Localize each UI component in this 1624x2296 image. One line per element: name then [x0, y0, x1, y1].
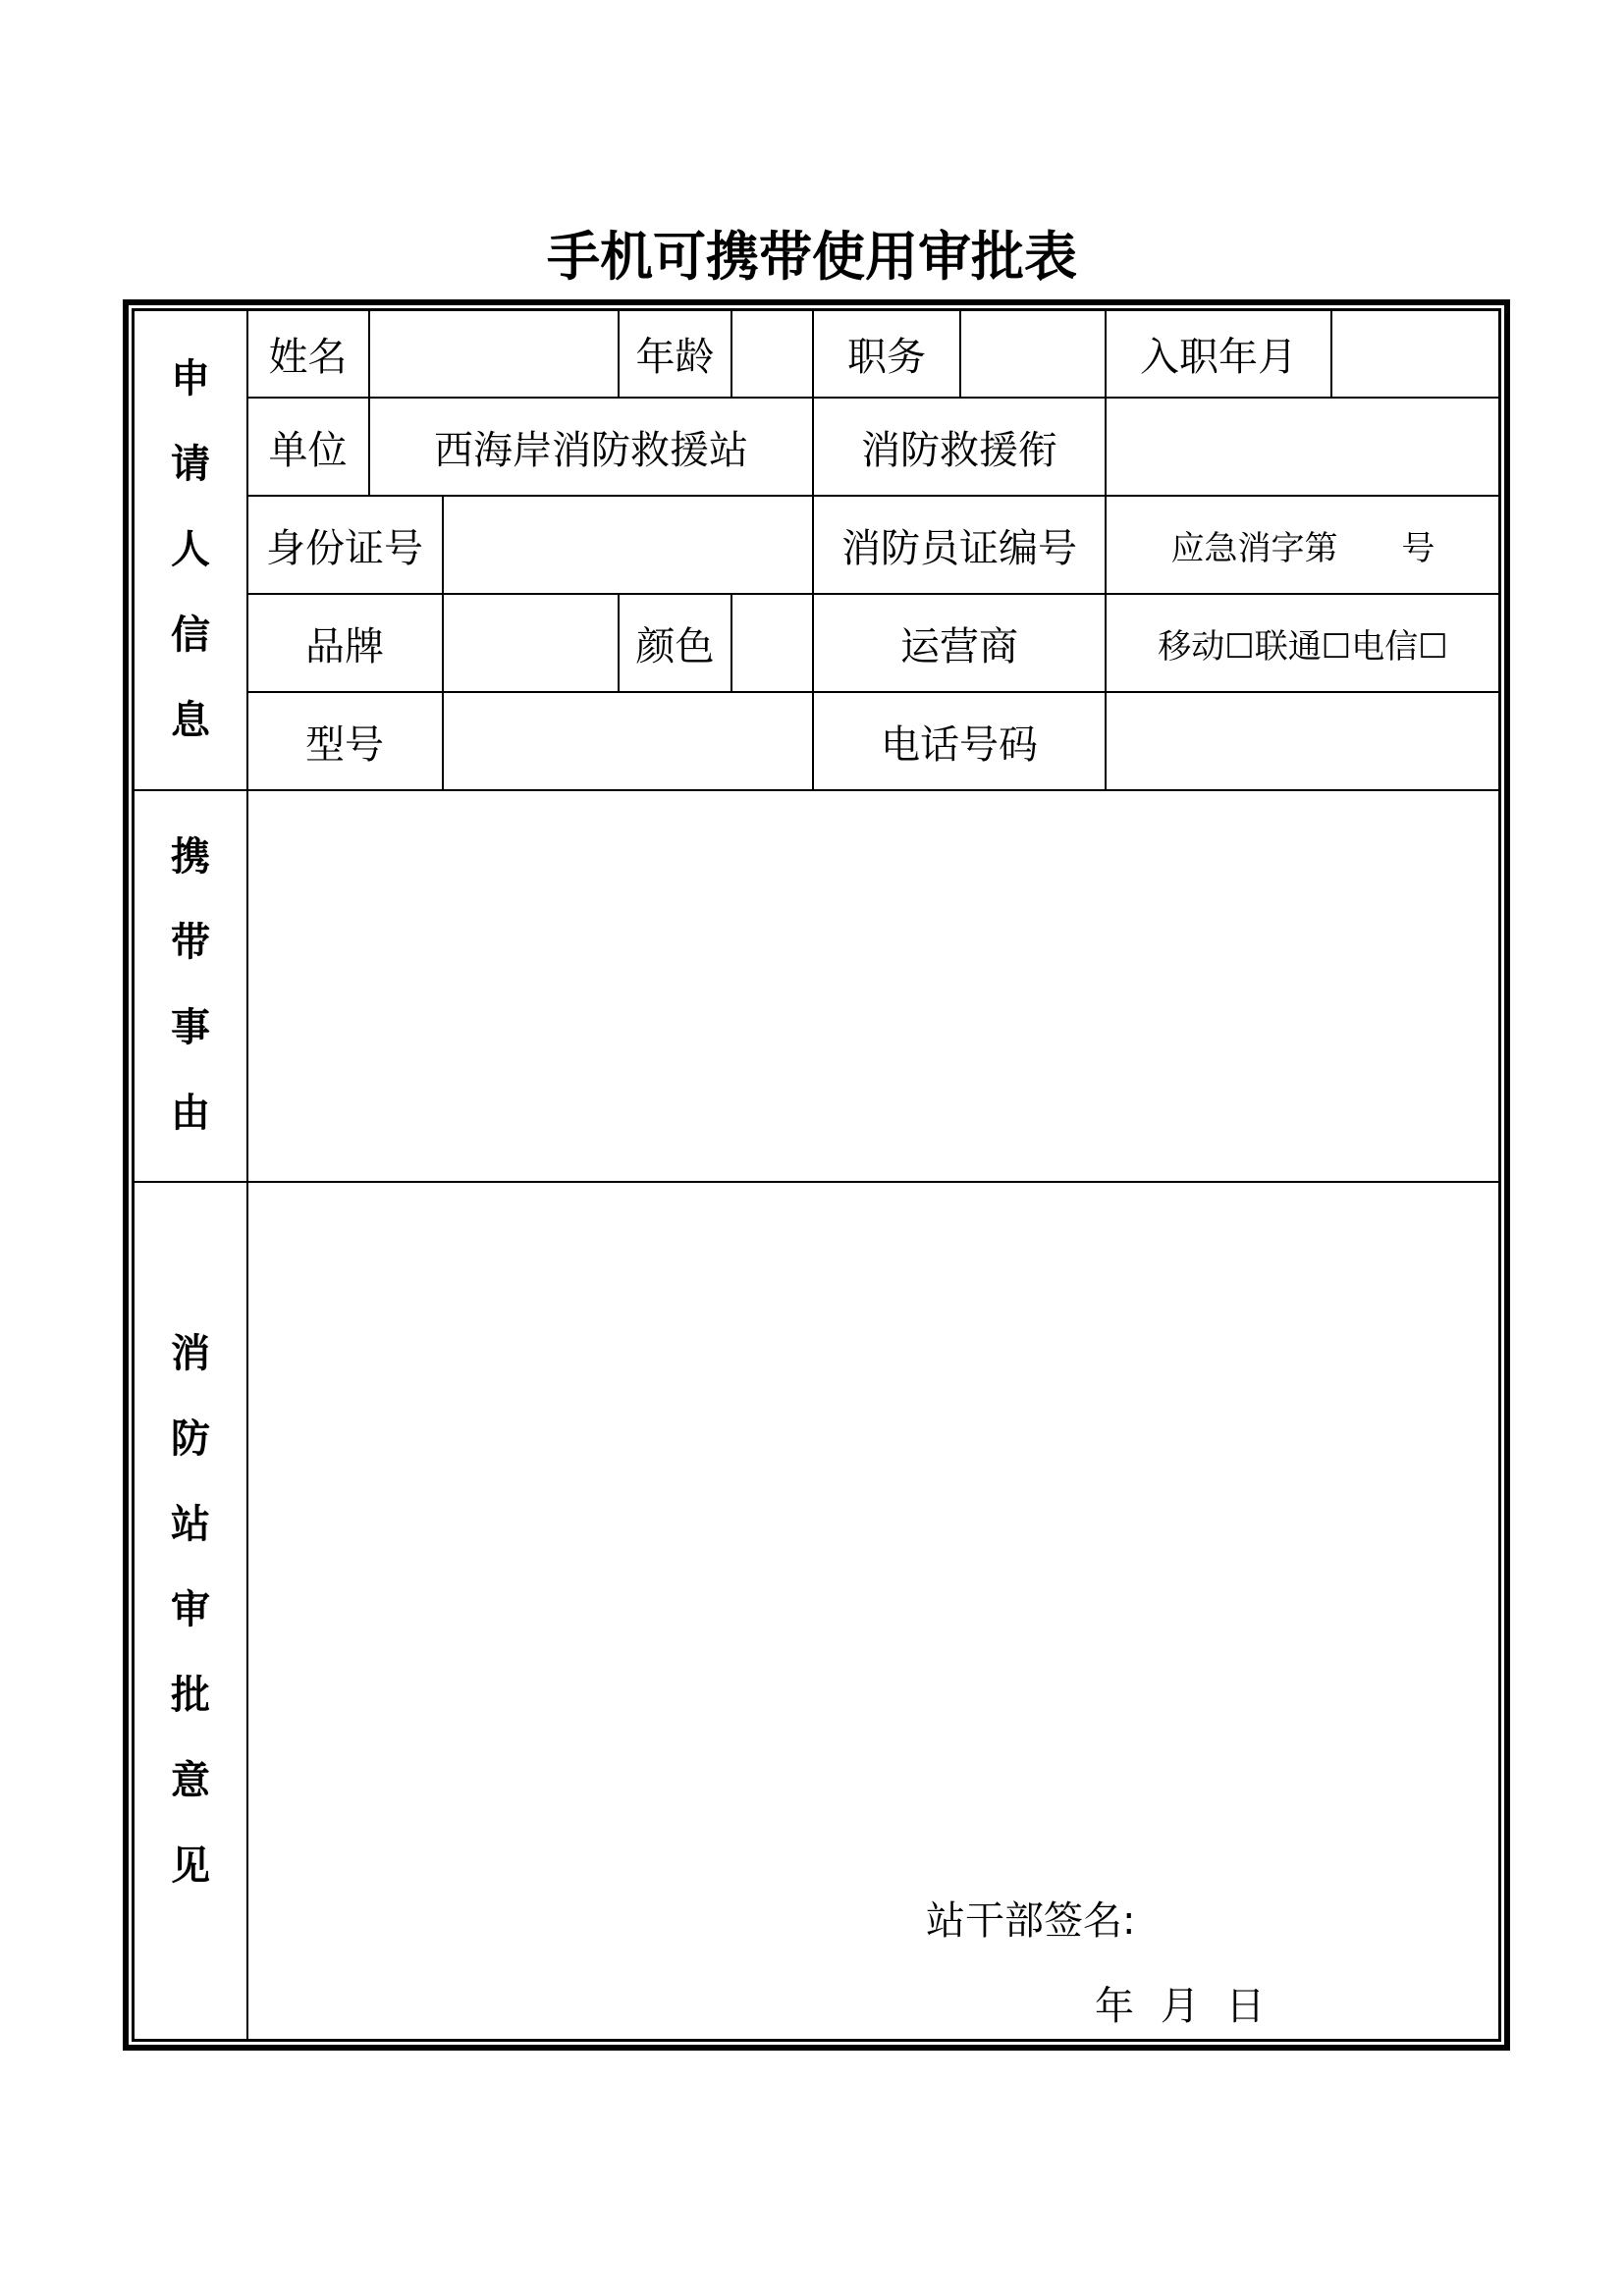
cert-number-label: 消防员证编号 [841, 525, 1077, 571]
hire-date-label: 入职年月 [1140, 335, 1297, 380]
hire-date-field[interactable] [1332, 311, 1499, 397]
name-field[interactable] [370, 311, 618, 397]
section-applicant-info: 申 请 人 信 息 [171, 356, 210, 743]
model-label: 型号 [305, 721, 384, 768]
phone-label: 电话号码 [881, 721, 1038, 768]
name-label: 姓名 [268, 335, 348, 380]
id-number-label: 身份证号 [266, 525, 423, 571]
approval-field[interactable] [248, 1183, 1499, 1870]
phone-field[interactable] [1107, 693, 1499, 789]
date-line: 年 月 日 [1095, 1984, 1266, 2029]
id-number-field[interactable] [444, 497, 812, 593]
section-approval: 消 防 站 审 批 意 见 [171, 1330, 210, 1889]
age-label: 年龄 [635, 335, 715, 380]
carrier-options[interactable]: 移动☐联通☐电信☐ [1158, 626, 1448, 667]
cert-number-field[interactable]: 应急消字第 号 [1170, 528, 1435, 568]
age-field[interactable] [732, 311, 812, 397]
rank-label: 消防救援衔 [861, 427, 1057, 473]
section-reason: 携 带 事 由 [171, 833, 210, 1136]
signature-label: 站干部签名: [926, 1898, 1136, 1944]
carrier-label: 运营商 [900, 623, 1018, 669]
brand-field[interactable] [444, 595, 618, 691]
page-title: 手机可携带使用审批表 [547, 226, 1077, 288]
position-field[interactable] [961, 311, 1105, 397]
model-field[interactable] [444, 693, 812, 789]
color-label: 颜色 [635, 623, 715, 669]
position-label: 职务 [847, 335, 926, 380]
reason-field[interactable] [248, 791, 1499, 1181]
color-field[interactable] [732, 595, 812, 691]
brand-label: 品牌 [305, 623, 384, 669]
rank-field[interactable] [1107, 399, 1499, 495]
unit-field[interactable]: 西海岸消防救援站 [434, 427, 748, 473]
unit-label: 单位 [268, 427, 348, 473]
